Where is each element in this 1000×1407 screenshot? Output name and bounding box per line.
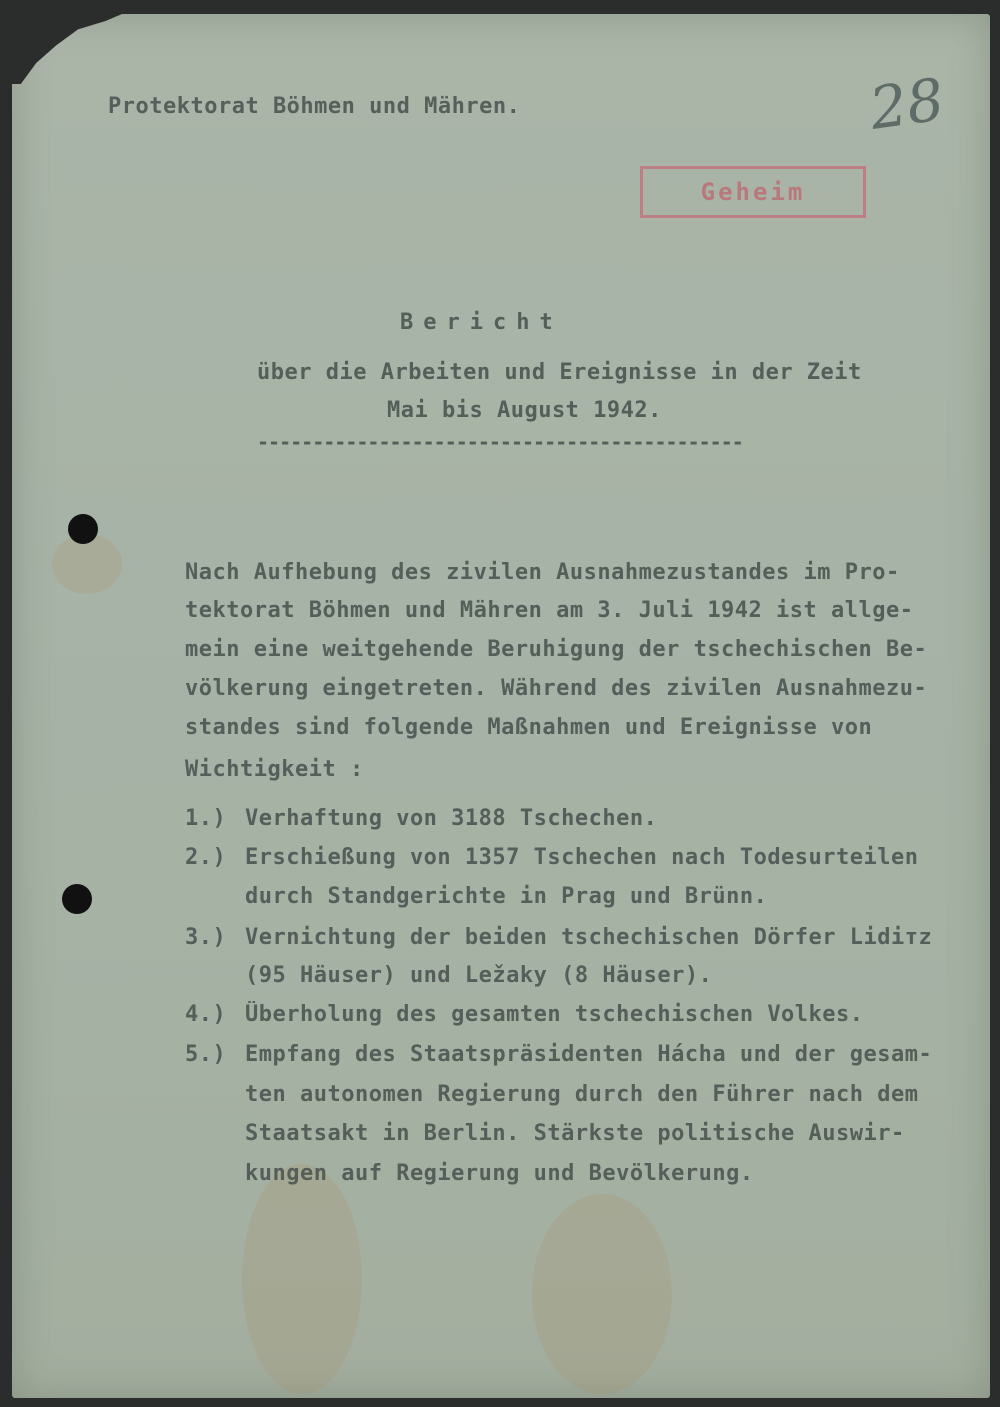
- list-item-text: Staatsakt in Berlin. Stärkste politische Auswir-: [245, 1121, 905, 1146]
- title-underline: --------------------------------------------: [257, 430, 743, 454]
- list-item-text: kungen auf Regierung und Bevölkerung.: [245, 1161, 754, 1186]
- paragraph-line: tektorat Böhmen und Mähren am 3. Juli 1942 ist allge-: [185, 598, 914, 623]
- torn-corner: [12, 14, 122, 84]
- list-item-text: Vernichtung der beiden tschechischen Dörfer Lidітz: [245, 925, 933, 950]
- paragraph-line: Nach Aufhebung des zivilen Ausnahmezustandes im Pro-: [185, 560, 900, 585]
- report-title: Bericht: [400, 310, 563, 335]
- paragraph-line: standes sind folgende Maßnahmen und Ereignisse von: [185, 715, 873, 740]
- list-item-text: Verhaftung von 3188 Tschechen.: [245, 806, 658, 831]
- paragraph-line: mein eine weitgehende Beruhigung der tschechischen Be-: [185, 637, 928, 662]
- paragraph-line: Wichtigkeit :: [185, 757, 364, 782]
- classification-stamp: [640, 166, 866, 218]
- stain: [242, 1164, 362, 1394]
- punch-hole-lower: [62, 884, 92, 914]
- list-item-text: Überholung des gesamten tschechischen Volkes.: [245, 1002, 864, 1027]
- handwritten-page-number: 28: [865, 65, 949, 143]
- stamp-label: Geheim: [700, 178, 806, 206]
- paragraph-line: völkerung eingetreten. Während des zivilen Ausnahmezu-: [185, 676, 928, 701]
- list-item-text: ten autonomen Regierung durch den Führer nach dem: [245, 1082, 919, 1107]
- list-item-text: Empfang des Staatspräsidenten Hácha und der gesam-: [245, 1042, 933, 1067]
- list-item-number: 3.): [185, 925, 227, 950]
- list-item-number: 4.): [185, 1002, 227, 1027]
- list-item-number: 2.): [185, 845, 227, 870]
- list-item-text: (95 Häuser) und Ležaky (8 Häuser).: [245, 963, 713, 988]
- list-item-text: durch Standgerichte in Prag und Brünn.: [245, 884, 768, 909]
- list-item-number: 5.): [185, 1042, 227, 1067]
- list-item-number: 1.): [185, 806, 227, 831]
- authority-heading: Protektorat Böhmen und Mähren.: [108, 94, 521, 119]
- stain: [532, 1194, 672, 1394]
- report-subtitle-line2: Mai bis August 1942.: [387, 398, 662, 423]
- report-subtitle-line1: über die Arbeiten und Ereignisse in der Zeit: [257, 360, 862, 385]
- punch-hole-upper: [68, 514, 98, 544]
- list-item-text: Erschießung von 1357 Tschechen nach Todesurteilen: [245, 845, 919, 870]
- paper-sheet: [12, 14, 990, 1398]
